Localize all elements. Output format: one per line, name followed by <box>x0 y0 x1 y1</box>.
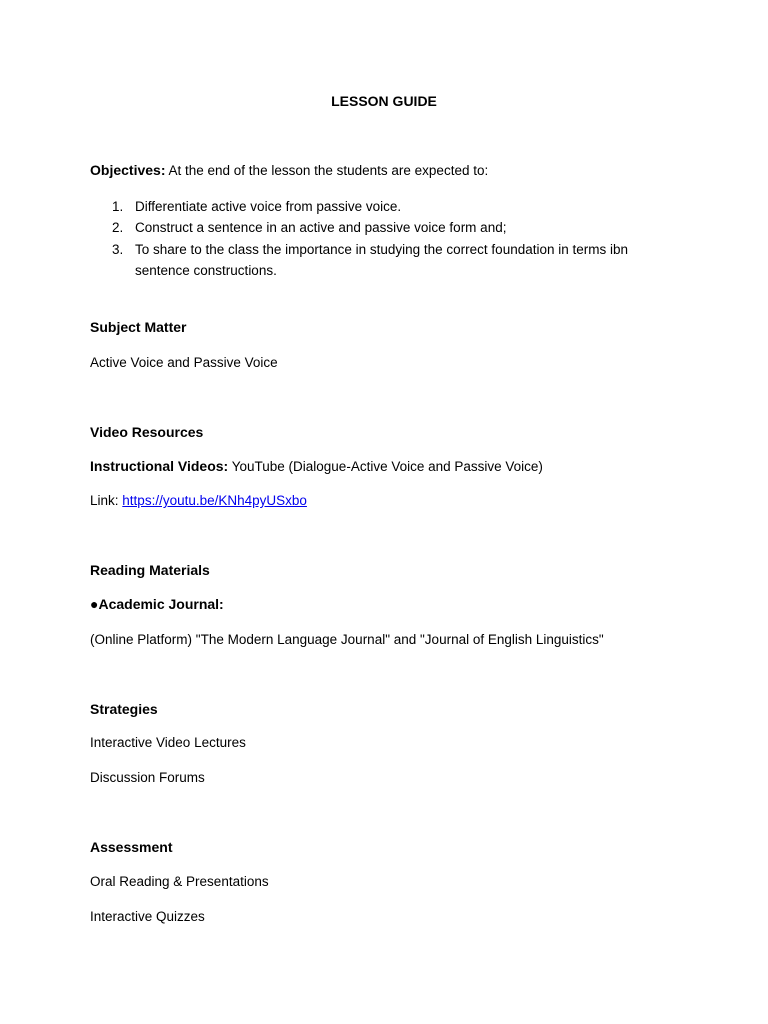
objective-number-3: 3. <box>112 242 124 257</box>
assessment-heading: Assessment <box>90 839 173 855</box>
assessment-item-2: Interactive Quizzes <box>90 909 205 924</box>
video-resources-heading: Video Resources <box>90 424 204 440</box>
objectives-label: Objectives: <box>90 162 166 178</box>
objectives-line <box>90 162 488 179</box>
objective-item-1: Differentiate active voice from passive voice. <box>135 199 402 214</box>
strategies-heading: Strategies <box>90 701 158 717</box>
instructional-videos-label: Instructional Videos: <box>90 458 229 474</box>
assessment-item-1: Oral Reading & Presentations <box>90 874 269 889</box>
reading-materials-heading: Reading Materials <box>90 562 210 578</box>
video-link-line <box>90 493 307 509</box>
instructional-videos-text: YouTube (Dialogue-Active Voice and Passive Voice) <box>231 459 543 474</box>
academic-journal-label: ●Academic Journal: <box>90 596 224 612</box>
subject-matter-text: Active Voice and Passive Voice <box>90 355 278 370</box>
strategy-item-2: Discussion Forums <box>90 770 205 785</box>
video-link-label: Link: <box>90 493 119 508</box>
objective-item-3-continued: sentence constructions. <box>135 263 277 278</box>
video-link[interactable]: https://youtu.be/KNh4pyUSxbo <box>122 493 307 508</box>
academic-journal-text: (Online Platform) "The Modern Language Journal" and "Journal of English Linguistics" <box>90 632 604 647</box>
objective-item-2: Construct a sentence in an active and passive voice form and; <box>135 220 507 235</box>
objectives-intro: At the end of the lesson the students are expected to: <box>168 163 489 178</box>
objective-number-2: 2. <box>112 220 124 235</box>
objective-number-1: 1. <box>112 199 124 214</box>
subject-matter-heading: Subject Matter <box>90 319 187 335</box>
objective-item-3: To share to the class the importance in studying the correct foundation in terms ibn <box>135 242 629 257</box>
instructional-videos-line <box>90 458 543 475</box>
page-title: LESSON GUIDE <box>331 93 437 109</box>
strategy-item-1: Interactive Video Lectures <box>90 735 246 750</box>
